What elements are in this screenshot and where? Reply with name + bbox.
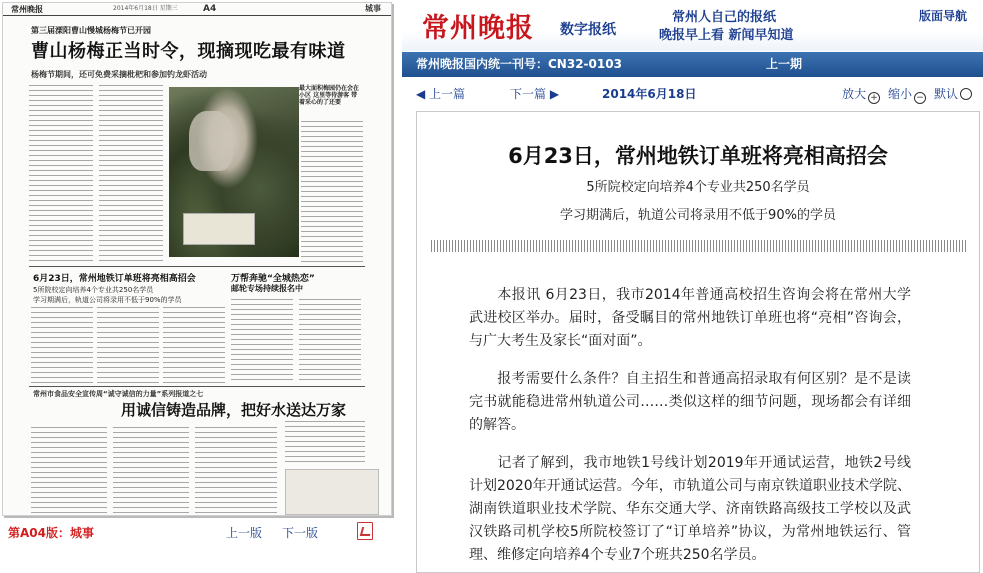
story1-text-col3 [301, 121, 363, 263]
edition-label: 第A04版：城事 [8, 526, 94, 540]
zoom-in-button[interactable] [842, 78, 880, 110]
brand-subtitle: 数字报纸 [560, 22, 616, 38]
story2-text-col2 [97, 307, 159, 383]
advertisement-box [285, 469, 379, 515]
cn-number: 常州晚报国内统一刊号：CN32-0103 [416, 57, 622, 71]
article-paragraph [469, 452, 911, 567]
slogan-line2: 晚报早上看 新闻早知道 [659, 28, 794, 43]
section-divider [29, 266, 365, 267]
story4-text-col1 [31, 427, 107, 513]
page-section: 城事 [365, 4, 381, 13]
next-article-label: 下一篇 [510, 87, 547, 101]
story2-text-col1 [31, 307, 93, 383]
page-navigation-link[interactable]: 版面导航 [919, 9, 968, 23]
story2-headline[interactable]: 6月23日，常州地铁订单班将亮相高招会 [33, 274, 196, 284]
article-toolbar [402, 78, 983, 110]
next-page-link[interactable]: 下一版 [282, 526, 319, 540]
article-viewer [402, 0, 983, 571]
series-label: 常州市食品安全宣传周“诚守诚信的力量”系列报道之七 [33, 390, 204, 398]
story3-text-col2 [299, 299, 361, 383]
issue-bar [402, 52, 983, 77]
story4-text-col3 [195, 427, 277, 513]
page-number: A4 [203, 4, 217, 14]
zoom-in-label: 放大 [842, 87, 867, 101]
article-subtitle-1: 5所院校定向培养4个专业共250名学员 [586, 180, 810, 195]
section-divider-2 [29, 386, 365, 387]
story2-sub2: 学习期满后，轨道公司将录用不低于90%的学员 [33, 296, 182, 304]
article-paragraph [469, 284, 911, 353]
story4-text-col2 [113, 427, 189, 513]
story1-inset-logo [183, 213, 255, 245]
page-preview-panel [0, 0, 402, 571]
article-paragraph [469, 368, 911, 437]
minus-icon: − [914, 92, 926, 104]
article-content [416, 111, 980, 573]
masthead [402, 0, 983, 51]
next-article-button[interactable] [510, 78, 559, 110]
article-subtitle-2: 学习期满后，轨道公司将录用不低于90%的学员 [560, 208, 836, 223]
story1-text-col2 [99, 85, 163, 263]
story4-headline[interactable]: 用诚信铸造品牌，把好水送达万家 [121, 401, 347, 419]
paragraph-text: 记者了解到，我市地铁1号线计划2019年开通试运营，地铁2号线计划2020年开通试运营。今年，市轨道公司与南京铁道职业技术学院、湖南铁道职业技术学院、华东交通大学、济南铁路高级技工学校以及武汉铁路司机学校5所院校签订了“订单培养”协议，为常州地铁运行、管理、维修定向培养4个专业7个班共250名学员。 [469, 455, 911, 563]
story1-deck: 杨梅节期间，还可免费采摘枇杷和参加钓龙虾活动 [31, 70, 207, 79]
page-header-strip [3, 3, 391, 16]
page-footer-nav [0, 518, 402, 571]
story1-text-col1 [29, 85, 93, 263]
zoom-out-button[interactable] [888, 78, 926, 110]
story3-text-col1 [231, 299, 293, 383]
issue-date: 2014年6月18日 [602, 87, 697, 101]
slogan-line1: 常州人自己的报纸 [672, 10, 777, 25]
story3-headline[interactable]: 万帮奔驰“全城热恋” [231, 274, 315, 284]
zoom-default-button[interactable] [934, 78, 972, 110]
photo-caption: 最大面积梅园仍在会在小区 这里等待游客 带着采心的了还要 [299, 85, 360, 106]
zoom-out-label: 缩小 [888, 87, 913, 101]
brand-logo[interactable]: 常州晚报 [422, 13, 534, 44]
zoom-default-label: 默认 [934, 87, 959, 101]
story1-kicker: 第三届溧阳曹山慢城杨梅节已开园 [31, 26, 151, 35]
story1-headline[interactable]: 曹山杨梅正当时令，现摘现吃最有味道 [31, 41, 346, 62]
arrow-left-icon: ◀ [416, 87, 430, 101]
prev-article-label: 上一篇 [429, 87, 466, 101]
story2-sub1: 5所院校定向培养4个专业共250名学员 [33, 286, 154, 294]
story2-text-col3 [163, 307, 225, 383]
page-logo: 常州晚报 [11, 5, 43, 14]
prev-issue-link[interactable]: 上一期 [766, 57, 803, 71]
prev-article-button[interactable] [416, 78, 465, 110]
page-date: 2014年6月18日 星期三 [113, 5, 178, 12]
paragraph-text: 本报讯 6月23日，我市2014年普通高校招生咨询会将在常州大学武进校区举办。届时，备受瞩目的常州地铁订单班也将“亮相”咨询会，与广大考生及家长“面对面”。 [469, 287, 911, 349]
prev-page-link[interactable]: 上一版 [226, 526, 263, 540]
arrow-right-icon: ▶ [546, 87, 560, 101]
paragraph-text: 报考需要什么条件？自主招生和普通高招录取有何区别？是不是读完书就能稳进常州轨道公司……类似这样的细节问题，现场都会有详细的解答。 [469, 371, 911, 433]
pdf-icon[interactable] [357, 522, 373, 540]
circle-icon [960, 88, 972, 100]
story3-sub: 邮轮专场持续报名中 [231, 284, 303, 293]
story4-text-col4 [285, 421, 365, 465]
newspaper-page-thumbnail[interactable] [2, 2, 392, 516]
article-title: 6月23日，常州地铁订单班将亮相高招会 [508, 144, 888, 168]
plus-icon: + [868, 92, 880, 104]
title-separator [431, 240, 967, 252]
